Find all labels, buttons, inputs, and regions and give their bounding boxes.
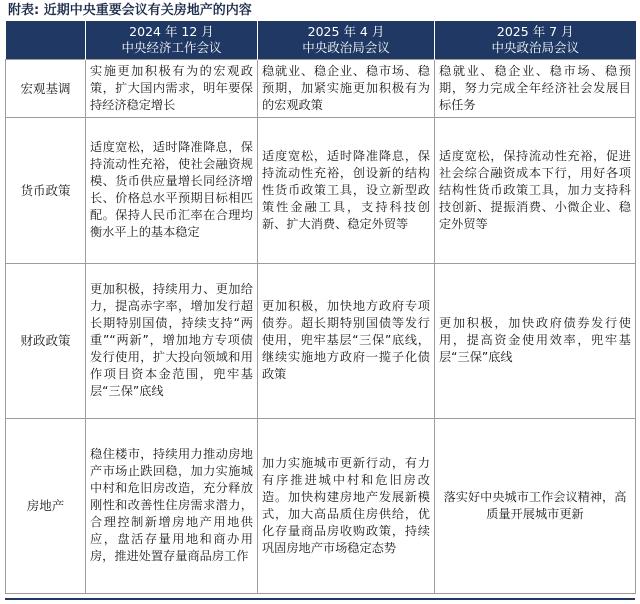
table-cell: 稳住楼市，持续用力推动房地产市场止跌回稳，加力实施城中村和危旧房改造，充分释放刚性和改善性住房需求潜力，合理控制新增房地产用地供应，盘活存量用地和商办用房，推进处置存量商品房工作: [86, 418, 258, 593]
table-cell: 适度宽松，适时降准降息，保持流动性充裕，使社会融资规模、货币供应量增长同经济增长、价格总水平预期目标相匹配。保持人民币汇率在合理均衡水平上的基本稳定: [86, 117, 258, 263]
table-caption: 附表: 近期中央重要会议有关房地产的内容: [8, 3, 252, 18]
policy-comparison-table: [5, 21, 636, 594]
table-row-monetary: [6, 117, 636, 263]
column-date: 2025 年 4 月: [307, 23, 385, 39]
table-cell: 落实好中央城市工作会议精神，高质量开展城市更新: [435, 418, 636, 593]
column-meeting: 中央政治局会议: [491, 39, 579, 55]
row-category: 宏观基调: [6, 59, 86, 117]
header-column-1: [86, 21, 258, 59]
table-row-fiscal: [6, 263, 636, 418]
table-cell: 加力实施城市更新行动，有力有序推进城中村和危旧房改造。加快构建房地产发展新模式，加大高品质住房供给，优化存量商品房收购政策，持续巩固房地产市场稳定态势: [258, 418, 435, 593]
row-category: 财政政策: [6, 263, 86, 418]
header-column-3: [435, 21, 636, 59]
table-cell: 更加积极，加快地方政府专项债券。超长期特别国债等发行使用，兜牢基层“三保”底线，继续实施地方政府一揽子化债政策: [258, 263, 435, 418]
row-category: 货币政策: [6, 117, 86, 263]
table-cell: 实施更加积极有为的宏观政策，扩大国内需求，明年要保持经济稳定增长: [86, 59, 258, 117]
row-category: 房地产: [6, 418, 86, 593]
table-cell: 适度宽松，适时降准降息，保持流动性充裕，创设新的结构性货币政策工具，设立新型政策性金融工具，支持科技创新、扩大消费、稳定外贸等: [258, 117, 435, 263]
column-date: 2025 年 7 月: [496, 23, 574, 39]
column-date: 2024 年 12 月: [129, 23, 214, 39]
header-column-2: [258, 21, 435, 59]
table-cell: 稳就业、稳企业、稳市场、稳预期，努力完成全年经济社会发展目标任务: [435, 59, 636, 117]
table-cell: 更加积极，加快政府债券发行使用，提高资金使用效率，兜牢基层“三保”底线: [435, 263, 636, 418]
column-meeting: 中央政治局会议: [302, 39, 390, 55]
table-cell: 更加积极，持续用力、更加给力，提高赤字率，增加发行超长期特别国债，持续支持“两重”“两新”，增加地方专项债发行使用，扩大投向领域和用作项目资本金范围，兜牢基层“三保”底线: [86, 263, 258, 418]
table-header-row: [6, 21, 636, 59]
table-cell: 适度宽松，保持流动性充裕，促进社会综合融资成本下行，用好各项结构性货币政策工具，加力支持科技创新、提振消费、小微企业、稳定外贸等: [435, 117, 636, 263]
table-row-macro: [6, 59, 636, 117]
header-corner-cell: [6, 21, 86, 59]
table-row-real-estate: [6, 418, 636, 593]
table-cell: 稳就业、稳企业、稳市场、稳预期，加紧实施更加积极有为的宏观政策: [258, 59, 435, 117]
table-bottom-rule: [5, 598, 635, 600]
column-meeting: 中央经济工作会议: [121, 39, 222, 55]
